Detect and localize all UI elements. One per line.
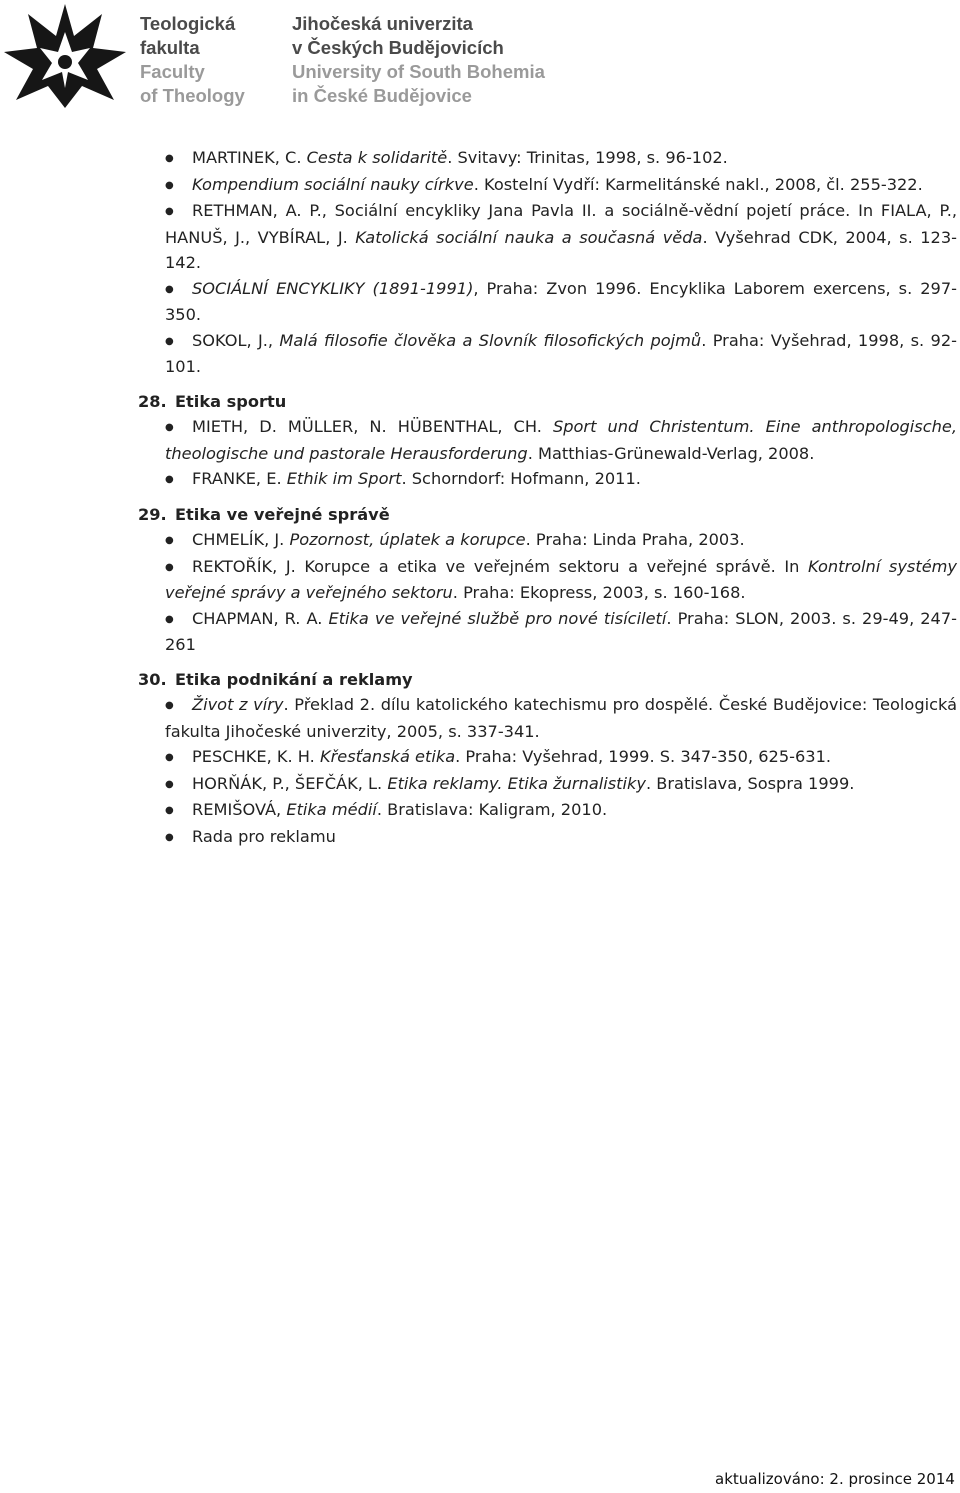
- faculty-line: Teologická: [140, 13, 236, 34]
- faculty-line: Faculty: [140, 61, 205, 82]
- list-item: ● REKTOŘÍK, J. Korupce a etika ve veřejném sektoru a veřejné správě. In Kontrolní systémy veřejné správy a veřejného sektoru. Praha: Ekopress, 2003, s. 160-168.: [165, 556, 958, 602]
- update-date: aktualizováno: 2. prosince 2014: [715, 1470, 955, 1488]
- list-item: ● CHAPMAN, R. A. Etika ve veřejné službě pro nové tisíciletí. Praha: SLON, 2003. s. 29-49, 247-261: [165, 608, 957, 654]
- list-item: ● Život z víry. Překlad 2. dílu katolického katechismu pro dospělé. České Budějovice: Teologická fakulta Jihočeské univerzity, 2005, s. 337-341.: [165, 695, 957, 741]
- bibliography: [138, 145, 958, 850]
- list-item: ● CHMELÍK, J. Pozornost, úplatek a korupce. Praha: Linda Praha, 2003.: [165, 530, 745, 549]
- university-line: in České Budějovice: [292, 85, 472, 106]
- list-item: ● REMIŠOVÁ, Etika médií. Bratislava: Kaligram, 2010.: [165, 800, 608, 819]
- page-header: [0, 0, 960, 120]
- list-item: ● FRANKE, E. Ethik im Sport. Schorndorf: Hofmann, 2011.: [165, 469, 641, 488]
- faculty-line: of Theology: [140, 85, 245, 106]
- list-item: ● SOKOL, J., Malá filosofie člověka a Slovník filosofických pojmů. Praha: Vyšehrad, 1998, s. 92-101.: [165, 330, 957, 376]
- list-item: ● SOCIÁLNÍ ENCYKLIKY (1891-1991), Praha: Zvon 1996. Encyklika Laborem exercens, s. 297-350.: [165, 278, 957, 324]
- list-item: ● MARTINEK, C. Cesta k solidaritě. Svitavy: Trinitas, 1998, s. 96-102.: [165, 148, 728, 167]
- list-item: ● RETHMAN, A. P., Sociální encykliky Jana Pavla II. a sociálně-vědní pojetí práce. In FIALA, P., HANUŠ, J., VYBÍRAL, J. Katolická sociální nauka a současná věda. Vyšehrad CDK, 2004, s. 123-142.: [165, 201, 957, 272]
- list-item: ● HORŇÁK, P., ŠEFČÁK, L. Etika reklamy. Etika žurnalistiky. Bratislava, Sospra 1999.: [165, 773, 855, 793]
- list-item: ● MIETH, D. MÜLLER, N. HÜBENTHAL, CH. Sport und Christentum. Eine anthropologische, theologische und pastorale Herausforderung. Matthias-Grünewald-Verlag, 2008.: [165, 417, 958, 463]
- section-heading: 29. Etika ve veřejné správě: [138, 504, 390, 524]
- section-heading: 28. Etika sportu: [138, 391, 287, 411]
- list-item: ● Kompendium sociální nauky církve. Kostelní Vydří: Karmelitánské nakl., 2008, čl. 255-322.: [165, 174, 923, 194]
- faculty-line: fakulta: [140, 37, 200, 58]
- faculty-name: [140, 12, 245, 108]
- section-heading: 30. Etika podnikání a reklamy: [138, 669, 413, 689]
- list-item: ● PESCHKE, K. H. Křesťanská etika. Praha: Vyšehrad, 1999. S. 347-350, 625-631.: [165, 747, 832, 766]
- list-item: ● Rada pro reklamu: [165, 826, 336, 846]
- faculty-logo-icon: [2, 2, 128, 110]
- university-line: Jihočeská univerzita: [292, 13, 473, 34]
- university-line: University of South Bohemia: [292, 61, 545, 82]
- university-line: v Českých Budějovicích: [292, 37, 504, 58]
- university-name: [292, 12, 545, 108]
